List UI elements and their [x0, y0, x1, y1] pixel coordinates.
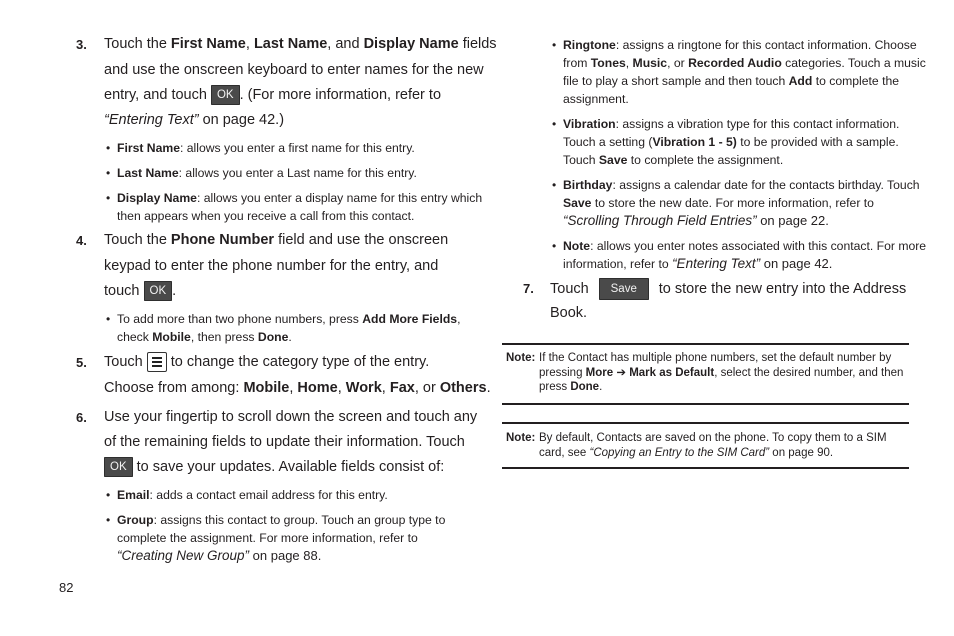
bullet-birthday: • Birthday: assigns a calendar date for the contacts birthday. Touch Save to store the new date. For more information, refer to “Scrolling Through Field Entries” on page 22.: [552, 178, 920, 228]
step-3-line-1: Touch the First Name, Last Name, and Display Name fields: [104, 36, 497, 52]
note-contacts-default: Note: By default, Contacts are saved on the phone. To copy them to a SIM card, see “Copying an Entry to the SIM Card” on page 90.: [506, 432, 887, 459]
bullet-last-name: • Last Name: allows you enter a Last name for this entry.: [106, 166, 417, 180]
bullet-group: • Group: assigns this contact to group. Touch an group type to complete the assignment. For more information, refer to “Creating New Group” on page 88.: [106, 513, 446, 563]
step-number: 7.: [523, 281, 534, 296]
ok-button[interactable]: OK: [211, 85, 240, 105]
bullet-note: • Note: allows you enter notes associated with this contact. For more information, refer to “Entering Text” on page 42.: [552, 239, 927, 271]
page-number: 82: [59, 580, 74, 595]
step-6-line-1: Use your fingertip to scroll down the screen and touch any: [104, 409, 478, 425]
bullet-vibration: • Vibration: assigns a vibration type for this contact information. Touch a setting (Vibration 1 - 5) to be provided with a sample. Touch Save to complete the assignment.: [552, 117, 900, 167]
bullet-add-more-fields: • To add more than two phone numbers, press Add More Fields, check Mobile, then press Done.: [106, 312, 461, 344]
bullet-display-name: • Display Name: allows you enter a display name for this entry which then appears when you receive a call from this contact.: [106, 191, 483, 223]
step-number: 5.: [76, 355, 87, 370]
step-6-line-2: of the remaining fields to update their information. Touch: [104, 434, 465, 450]
step-6-line-3: OK to save your updates. Available fields consist of:: [104, 457, 444, 477]
step-4-line-3: touch OK .: [104, 281, 176, 301]
bullet-email: • Email: adds a contact email address for this entry.: [106, 488, 388, 502]
menu-icon[interactable]: [147, 352, 167, 372]
step-3-line-2: and use the onscreen keyboard to enter names for the new: [104, 62, 484, 78]
step-7-line-2: Book.: [550, 305, 588, 321]
save-button[interactable]: Save: [599, 278, 649, 300]
step-number: 4.: [76, 233, 87, 248]
step-3-line-3: entry, and touch OK . (For more information, refer to: [104, 85, 441, 105]
ok-button[interactable]: OK: [144, 281, 173, 301]
ok-button[interactable]: OK: [104, 457, 133, 477]
step-3-line-4: “Entering Text” on page 42.): [104, 112, 285, 128]
step-5-line-1: Touch to change the category type of the entry.: [104, 352, 429, 372]
bullet-first-name: • First Name: allows you enter a first name for this entry.: [106, 141, 415, 155]
step-number: 6.: [76, 410, 87, 425]
bullet-ringtone: • Ringtone: assigns a ringtone for this contact information. Choose from Tones, Music, or Recorded Audio categories. Touch a music file to play a short sample and then touch Add to complete the assignment.: [552, 38, 926, 106]
step-number: 3.: [76, 37, 87, 52]
step-4-line-1: Touch the Phone Number field and use the onscreen: [104, 232, 449, 248]
step-5-line-2: Choose from among: Mobile, Home, Work, Fax, or Others.: [104, 380, 491, 396]
note-divider: [502, 343, 909, 345]
note-divider: [502, 403, 909, 405]
step-7-line-1: Touch Save to store the new entry into the Address: [550, 278, 906, 300]
note-divider: [502, 467, 909, 469]
note-label: Note:: [506, 352, 536, 364]
note-divider: [502, 422, 909, 424]
note-label: Note:: [506, 432, 536, 444]
note-default-number: Note: If the Contact has multiple phone numbers, set the default number by pressing More ➔ Mark as Default, select the desired number, and then press Done.: [506, 352, 904, 393]
step-4-line-2: keypad to enter the phone number for the entry, and: [104, 258, 439, 274]
